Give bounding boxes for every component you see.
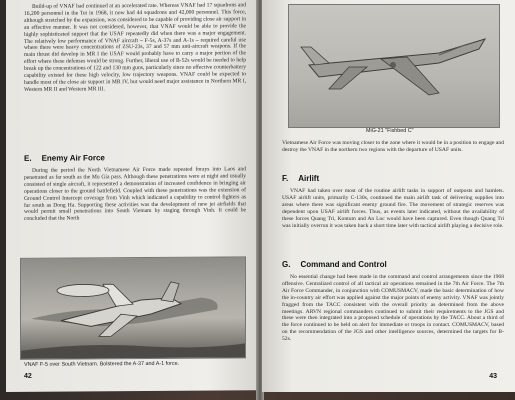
section-f-letter: F.: [282, 174, 289, 183]
section-e-letter: E.: [24, 153, 32, 163]
section-g-title: Command and Control: [300, 260, 387, 269]
right-page-number: 43: [489, 373, 497, 380]
open-book: [6, 0, 515, 400]
airlift-paragraph: VNAF had taken over most of the routine airlift tasks in support of outposts and hamlets. USAF airlift units, primarily C-130s, continued the main airlift task of delivering supplies into areas where there was significant enemy ground fire. The movement of strategic reserves was dependent upon USAF airlift forces. Thus, as events later indicated, without the availability of these forces Quang Tri, Kontum and An Loc would have been captured. Even though Quang Tri was initially overrun it was taken back a short time later with tactical airlift playing a decisive role.: [282, 188, 504, 229]
section-g-heading: [282, 260, 504, 269]
section-f-title: Airlift: [298, 174, 320, 183]
right-continuation-text: [282, 140, 504, 156]
right-photo-caption: MiG-21 "Fishbed C": [366, 128, 414, 134]
section-g-letter: G.: [282, 260, 291, 269]
mig21-aircraft-illustration: [289, 5, 499, 127]
section-g: [282, 254, 504, 345]
section-f-heading: [282, 174, 504, 183]
intro-paragraph: Build-up of VNAF had continued at an accelerated rate. Whereas VNAF had 17 squadrons and 16,200 personnel in the Tet in 1968, it now had 44 squadrons and 42,000 personnel. This force, although stretched by the expansion, was considered to be capable of providing close air support in an effective manner. It was not considered, however, that VNAF would be able to provide the highly sophisticated support that the USAF repeatedly did when there was a major engagement. The relatively low performance of VNAF aircraft – F-5s, A-37s and A-1s – required careful use where there were heavy concentrations of ZSU-23s, 37 and 57 mm anti-aircraft weapons. If the main thrust did develop in MR I the USAF would probably have to carry a major portion of the effort where these defenses would be strong. Further, liberal use of B-52s would be needed to help break up the concentrations of 122 and 130 mm guns, particularly since no effective counterbattery capability existed for these high velocity, low trajectory weapons. VNAF could be expected to handle most of the close air support in MR IV, but would need major assistance in Northern MR I, Western MR II and Western MR III.: [24, 2, 246, 93]
section-e-title: Enemy Air Force: [41, 153, 105, 163]
section-f: [282, 168, 504, 231]
right-photo-mig21: [288, 4, 500, 128]
section-e-text: [24, 166, 246, 223]
section-e-heading: [24, 152, 246, 163]
section-g-text: [282, 274, 504, 343]
right-page: [262, 0, 515, 392]
left-page-number: 42: [24, 372, 32, 380]
left-page: [6, 0, 258, 392]
section-f-text: [282, 188, 504, 229]
left-photo-caption: VNAF F-5 over South Vietnam. Bolstered the A-37 and A-1 force.: [24, 360, 180, 368]
left-photo-f5-aircraft: [20, 256, 246, 360]
f5-aircraft-illustration: [21, 257, 245, 359]
continuation-paragraph: Vietnamese Air Force was moving closer to the zone where it would be in a position to engage and destroy the VNAF in the northern two regions with the departure of USAF units.: [282, 140, 504, 153]
left-intro-text: [24, 2, 246, 95]
command-paragraph: No essential change had been made in the command and control arrangements since the 1968 offensive. Centralized control of all tactical air operations remained in the 7th Air Force. The 7th Air Force Commander, in conjunction with COMUSMACV, made the basic determination of how the in-country air effort was applied against the major points of enemy activity. VNAF was jointly fragged from the TACC consistent with the overall priority as determined from the above meetings. ARVN regional commanders continued to submit their requirements to the JGS and these were then integrated into a proposed schedule of operations by the TACC. About a third of the force continued to be held on alert for immediate or troops in contact. COMUSMACV, based on the recommendation of the JGS and other intelligence sources, determined the targets for B-52s.: [282, 274, 504, 343]
section-e: [24, 146, 246, 225]
section-e-paragraph: During the period the North Vietnamese Air Force made repeated forays into Laos and penetrated as far south as the Mu Gia pass. Although these penetrations were at night and usually consisted of single aircraft, it represented a demonstration of increased confidence in bringing air operations closer to the ground battlefield. Coupled with these penetrations was the extension of Ground Control Intercept coverage from Vinh which indicated a capability to control fighters as far south as Dong Ha. Supporting these activities was the development of new jet airfields that would permit small penetrations into South Vietnam by staging through Vinh. It could be concluded that the North: [24, 166, 246, 223]
